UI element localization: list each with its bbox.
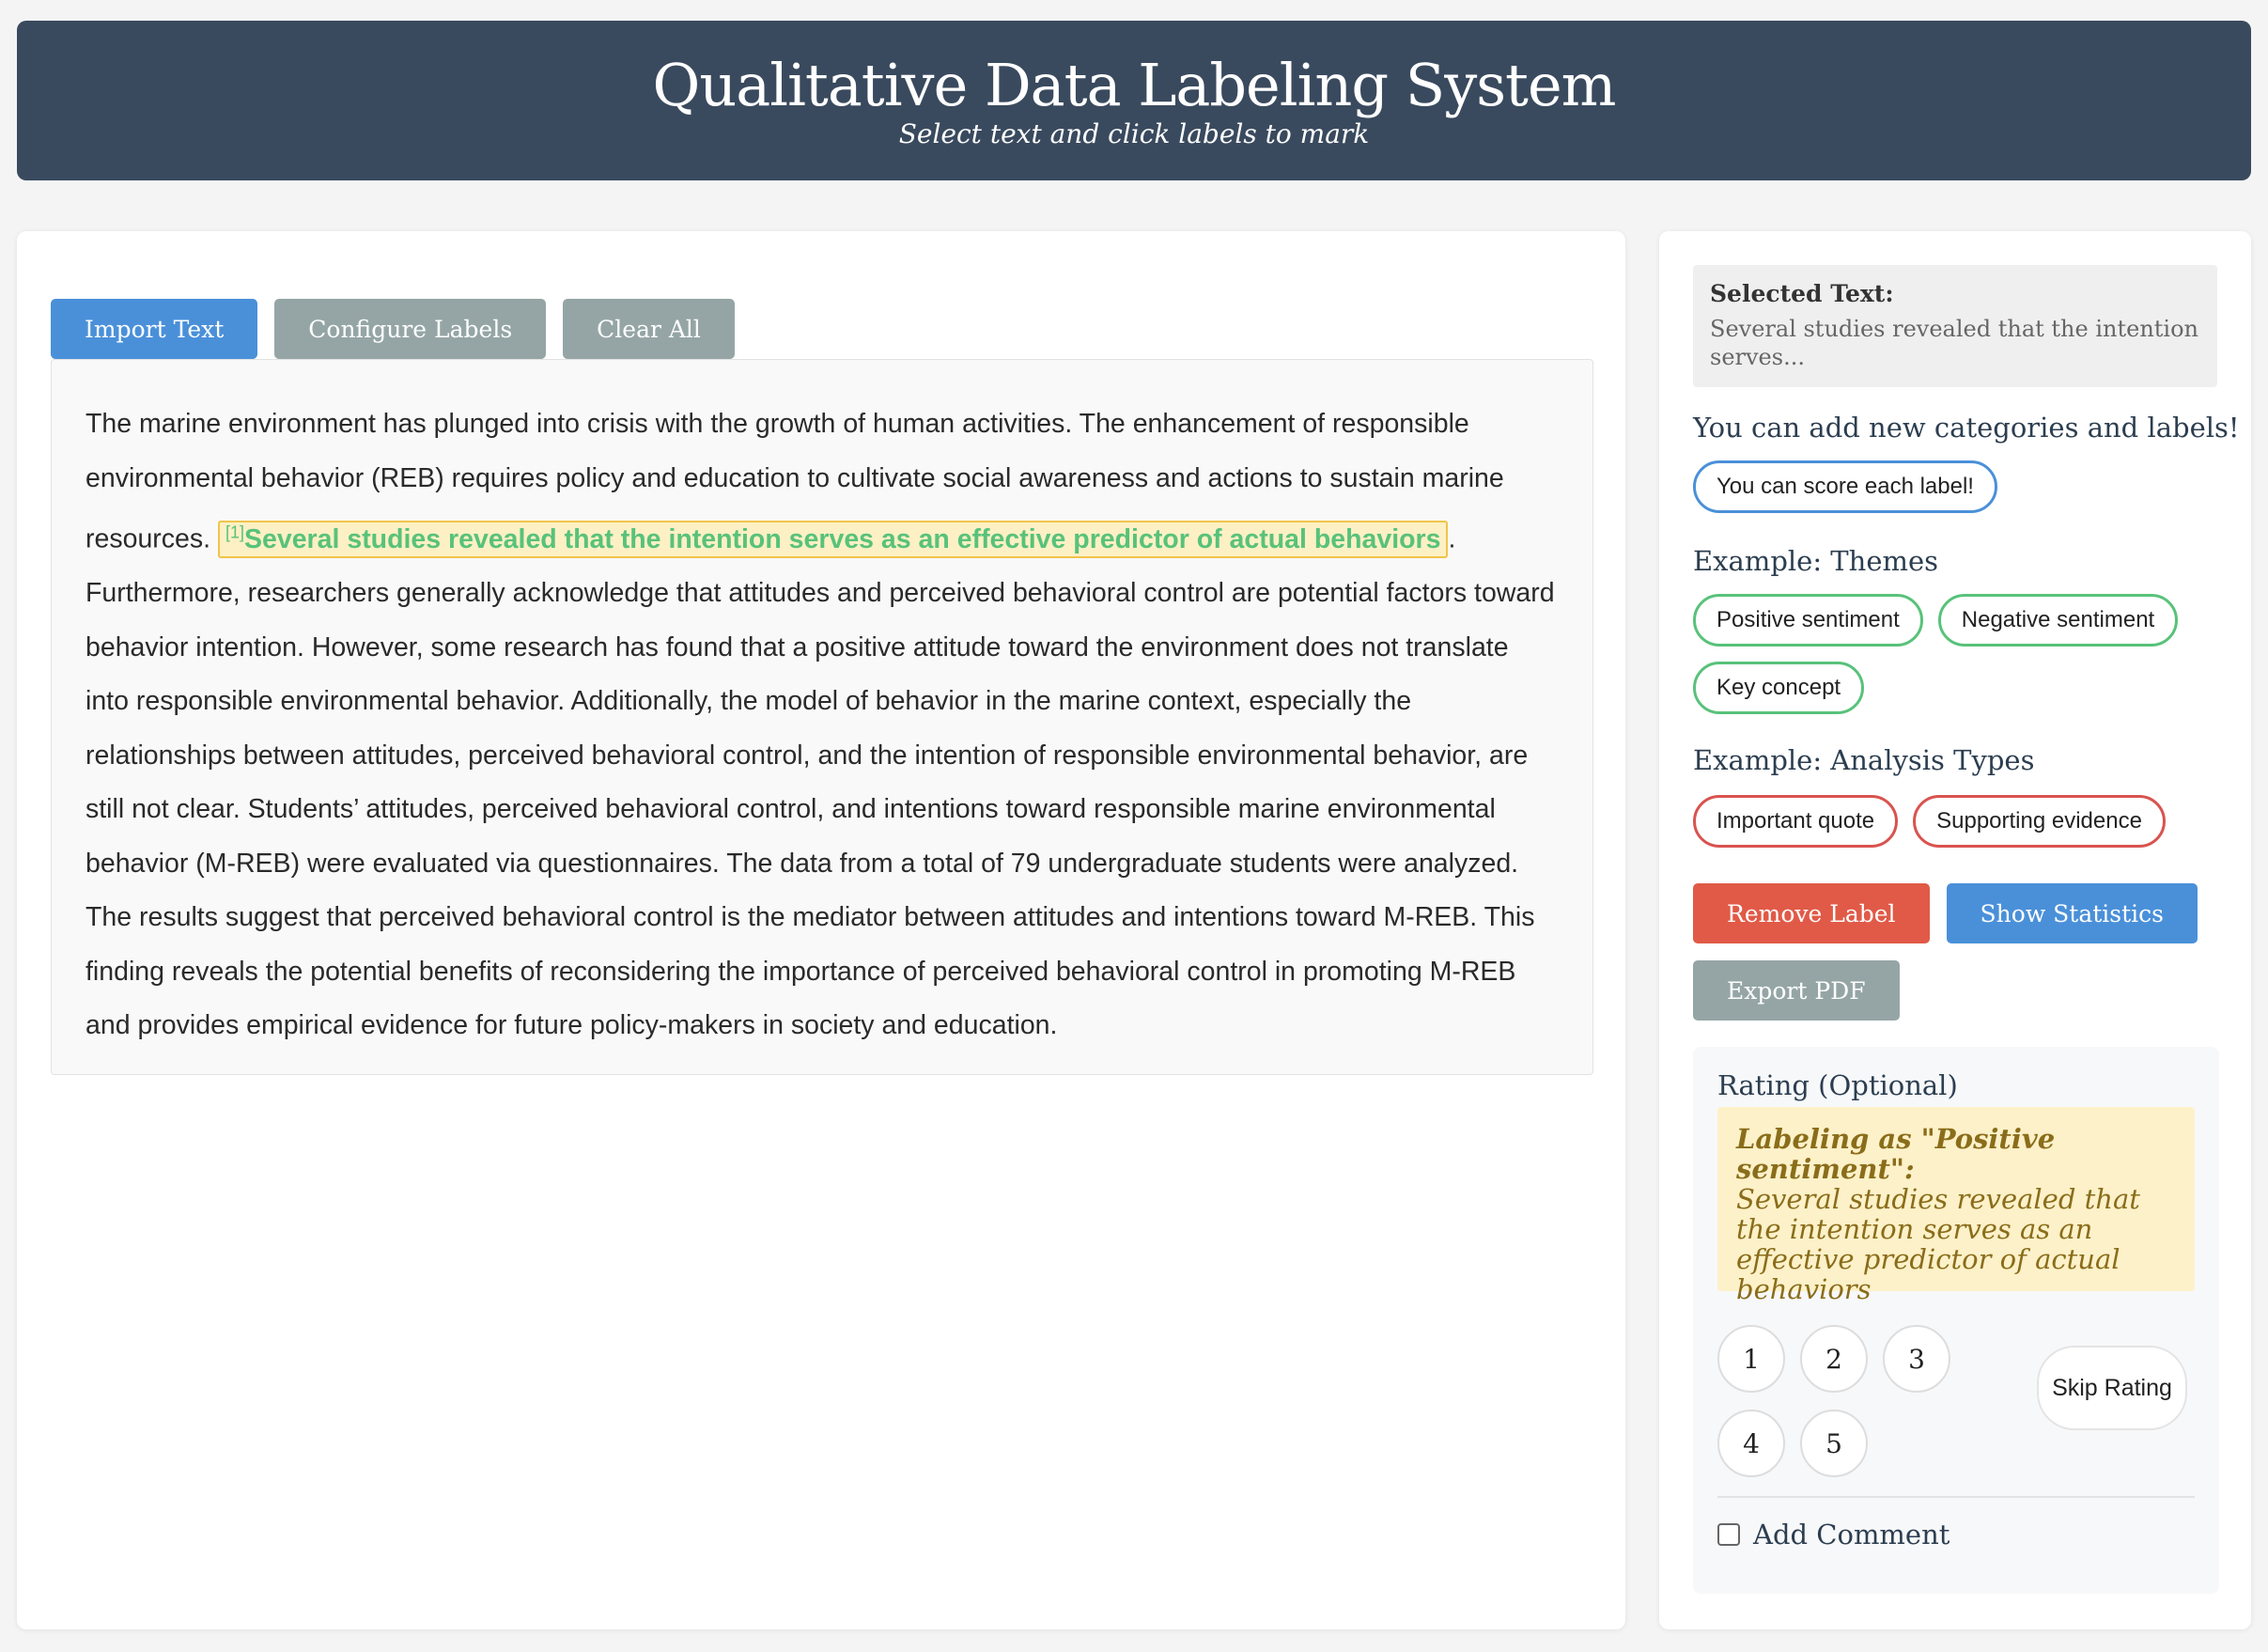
themes-chip-row xyxy=(1693,594,2219,714)
configure-labels-button[interactable]: Configure Labels xyxy=(274,299,546,359)
rating-divider xyxy=(1717,1496,2195,1498)
rating-note-text: Several studies revealed that the intention serves as an effective predictor of actual behaviors xyxy=(1736,1183,2140,1305)
rating-panel xyxy=(1693,1047,2219,1594)
rating-score-5[interactable]: 5 xyxy=(1800,1410,1868,1477)
rating-score-2[interactable]: 2 xyxy=(1800,1325,1868,1393)
rating-score-4[interactable]: 4 xyxy=(1717,1410,1785,1477)
label-chip-key-concept[interactable]: Key concept xyxy=(1693,662,1864,714)
themes-heading: Example: Themes xyxy=(1693,545,1939,577)
rating-note-label: Labeling as "Positive sentiment": xyxy=(1736,1123,2056,1185)
toolbar xyxy=(51,299,735,359)
analysis-heading: Example: Analysis Types xyxy=(1693,744,2035,776)
app-header xyxy=(17,21,2251,180)
custom-labels-heading: You can add new categories and labels! xyxy=(1693,412,2240,444)
label-sidebar xyxy=(1659,231,2251,1629)
clear-all-button[interactable]: Clear All xyxy=(563,299,735,359)
remove-label-button[interactable]: Remove Label xyxy=(1693,883,1930,943)
add-comment-label: Add Comment xyxy=(1753,1519,1950,1551)
label-chip-custom[interactable]: You can score each label! xyxy=(1693,460,1997,513)
add-comment-toggle[interactable] xyxy=(1717,1519,1950,1551)
show-statistics-button[interactable]: Show Statistics xyxy=(1947,883,2198,943)
document-text-continued[interactable]: . Furthermore, researchers generally acknowledge that attitudes and perceived behavioral control are potential factors toward behavior intention. However, some research has found that a positive attitude toward the environment does not translate into responsible environmental behavior. Additionally, the model of behavior in the marine context, especially the relationships between attitudes, perceived behavioral control, and the intention of responsible environmental behavior, are still not clear. Students’ attitudes, perceived behavioral control, and intentions toward responsible marine environmental behavior (M-REB) were evaluated via questionnaires. The data from a total of 79 undergraduate students were analyzed. The results suggest that perceived behavioral control is the mediator between attitudes and intentions toward M-REB. This finding reveals the potential benefits of reconsidering the importance of perceived behavioral control in promoting M-REB and provides empirical evidence for future policy-makers in society and education. xyxy=(85,523,1555,1040)
document-text[interactable]: The marine environment has plunged into crisis with the growth of human activities. The enhancement of responsible environmental behavior (REB) requires policy and education to cultivate social awareness and actions to sustain marine resources. xyxy=(85,409,1504,554)
label-chip-positive-sentiment[interactable]: Positive sentiment xyxy=(1693,594,1923,647)
export-pdf-button[interactable]: Export PDF xyxy=(1693,960,1900,1021)
highlight-reference: [1] xyxy=(225,522,244,541)
selected-text-box xyxy=(1693,265,2217,387)
selected-text-title: Selected Text: xyxy=(1710,280,1894,307)
import-text-button[interactable]: Import Text xyxy=(51,299,257,359)
document-panel xyxy=(17,231,1625,1629)
custom-label-row xyxy=(1693,460,2219,513)
rating-score-options xyxy=(1717,1325,1981,1477)
sidebar-actions xyxy=(1693,883,2219,1021)
rating-title: Rating (Optional) xyxy=(1717,1069,1958,1101)
document-text-area[interactable] xyxy=(51,359,1593,1075)
add-comment-checkbox[interactable] xyxy=(1717,1523,1740,1546)
highlight-text[interactable]: Several studies revealed that the intention serves as an effective predictor of actual behaviors xyxy=(244,523,1441,554)
rating-context-note xyxy=(1717,1107,2195,1305)
app-subtitle: Select text and click labels to mark xyxy=(898,118,1370,150)
label-chip-negative-sentiment[interactable]: Negative sentiment xyxy=(1938,594,2178,647)
label-chip-important-quote[interactable]: Important quote xyxy=(1693,795,1898,848)
label-chip-supporting-evidence[interactable]: Supporting evidence xyxy=(1913,795,2166,848)
rating-score-1[interactable]: 1 xyxy=(1717,1325,1785,1393)
labeled-highlight[interactable] xyxy=(218,521,1448,558)
selected-text-preview: Several studies revealed that the intention serves... xyxy=(1710,316,2198,370)
skip-rating-button[interactable]: Skip Rating xyxy=(2037,1346,2187,1430)
app-title: Qualitative Data Labeling System xyxy=(652,51,1616,119)
analysis-chip-row xyxy=(1693,795,2219,848)
rating-score-3[interactable]: 3 xyxy=(1883,1325,1950,1393)
